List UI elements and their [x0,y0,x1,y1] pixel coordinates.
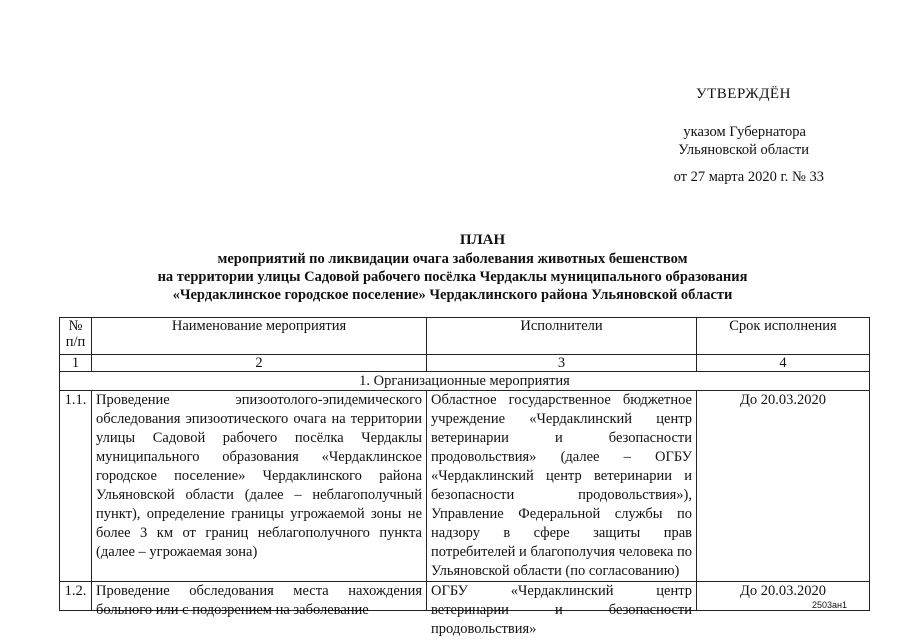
header-activity: Наименование мероприятия [92,318,427,355]
section-title: 1. Организационные мероприятия [60,372,870,391]
section-row [60,372,870,391]
column-number-4: 4 [697,355,870,372]
row-activity: Проведение эпизоотолого-эпидемического обследования эпизоотического очага на территории улицы Садовой рабочего посёлка Чердаклы муниципального образования «Чердаклинское городское поселение» Чердаклинского района Ульяновской области (далее – неблагополучный пункт), определение границы угрожаемой зоны не более 3 км от границ неблагополучного пункта (далее – угрожаемая зона) [92,391,427,582]
row-number-text: 1.2. [64,583,87,599]
row-term: До 20.03.2020 [697,391,870,582]
plan-subtitle-3: «Чердаклинское городское поселение» Чердаклинского района Ульяновской области [172,287,733,303]
approval-line-2: Ульяновской области [678,142,809,158]
header-number: № п/п [60,318,92,355]
table-row [60,582,870,611]
header-term: Срок исполнения [697,318,870,355]
table-header-row [60,318,870,355]
row-executors-text: ОГБУ «Чердаклинский центр ветеринарии и безопасности продовольствия» [431,583,692,637]
row-activity [92,582,427,618]
header-executors: Исполнители [427,318,697,355]
column-number-2: 2 [92,355,427,372]
column-number-3: 3 [427,355,697,372]
column-number-1: 1 [60,355,92,372]
row-executors: Областное государственное бюджетное учреждение «Чердаклинский центр ветеринарии и безопасности продовольствия» (далее – ОГБУ «Чердаклинский центр ветеринарии и безопасности продовольствия»), Управление Федеральной службы по надзору в сфере защиты прав потребителей и благополучия человека по Ульяновской области (по согласованию) [427,391,697,582]
row-term-text: До 20.03.2020 [739,583,827,599]
plan-title: ПЛАН [459,232,506,248]
row-number [60,582,92,611]
plan-table [59,317,870,637]
table-column-numbers-row [60,355,870,372]
row-executors [427,582,697,637]
row-number: 1.1. [60,391,92,582]
table-row [60,391,870,582]
approval-title: УТВЕРЖДЁН [696,86,791,102]
approval-line-1: указом Губернатора [683,124,806,140]
plan-subtitle-1: мероприятий по ликвидации очага заболевания животных бешенством [217,251,688,267]
footer-code: 2503ан1 [812,600,848,610]
plan-heading [0,230,905,304]
row-activity-text: Проведение обследования места нахождения больного или с подозрением на заболевание [96,583,422,618]
approval-line-3: от 27 марта 2020 г. № 33 [673,169,824,185]
plan-subtitle-2: на территории улицы Садовой рабочего посёлка Чердаклы муниципального образования [157,269,748,285]
